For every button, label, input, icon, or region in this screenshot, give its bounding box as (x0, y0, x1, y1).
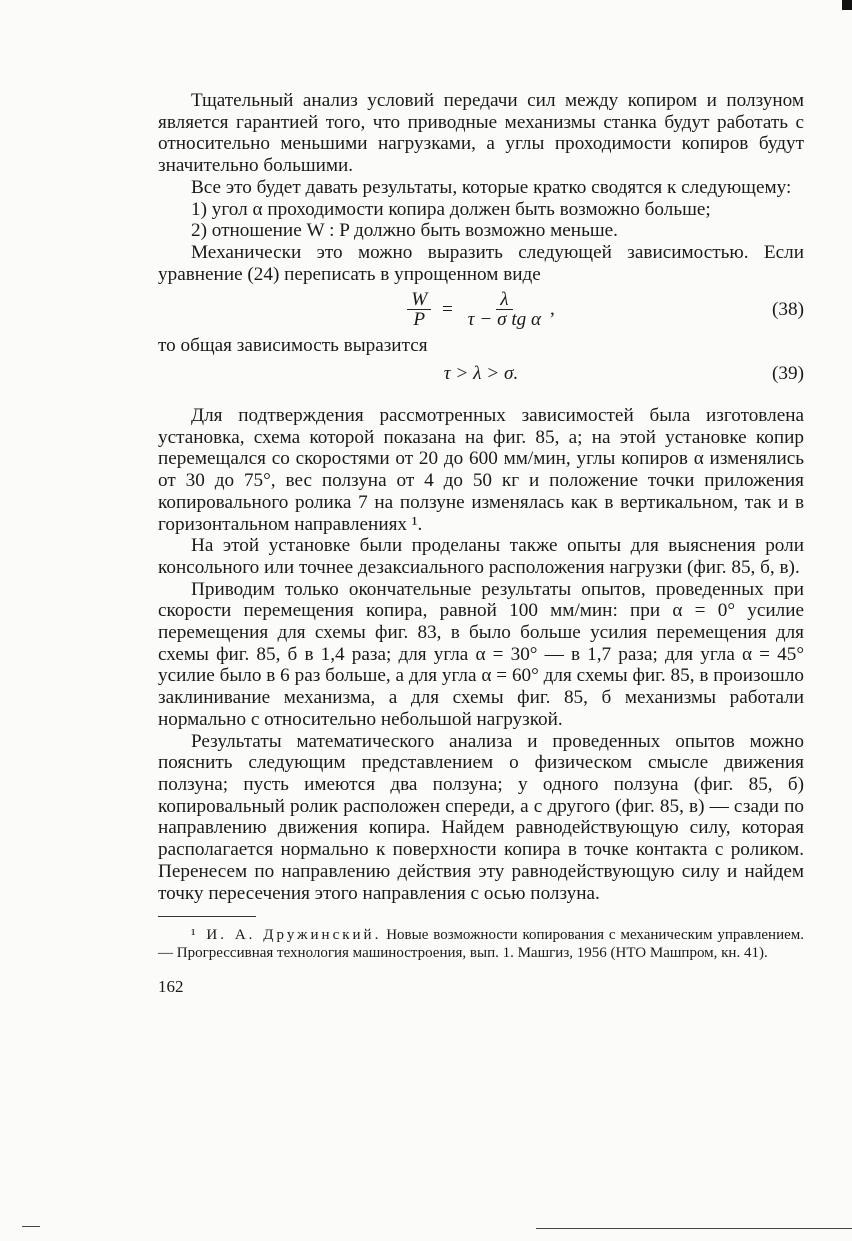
rhs-denominator: τ − σ tg α (467, 309, 542, 331)
list-item-ratio: 2) отношение W : P должно быть возможно меньше. (191, 220, 618, 242)
paragraph-mechanical: Механически это можно выразить следующей зависимостью. Если уравнение (24) переписать в упрощенном виде (158, 241, 804, 285)
rhs-numerator: λ (496, 291, 512, 310)
paragraph-results: Все это будет давать результаты, которые кратко сводятся к следующему: (191, 176, 792, 198)
footnote-divider (158, 916, 256, 917)
footnote-text: Новые возможности копирования с механическим управлением. — Прогрессивная технология машиностроения, вып. 1. Машгиз, 1956 (НТО Машпром, кн. 41). (158, 927, 805, 961)
book-page (158, 90, 804, 998)
scan-corner-mark (842, 0, 852, 10)
lhs-numerator: W (407, 291, 431, 310)
lhs-denominator: P (413, 309, 426, 331)
paragraph-experiment-load: На этой установке были проделаны также опыты для выяснения роли консольного или точнее дезаксиального расположения нагрузки (фиг. 85, б, в). (158, 535, 804, 578)
between-text: то общая зависимость выразится (158, 335, 428, 357)
page-number: 162 (158, 977, 184, 997)
equation-39 (158, 361, 804, 391)
scan-artifact-line-left (22, 1226, 40, 1227)
equation-38-body (158, 291, 804, 329)
equation-comma: , (549, 298, 555, 320)
paragraph-experiment-results: Приводим только окончательные результаты опытов, проведенных при скорости перемещения копира, равной 100 мм/мин: при α = 0° усилие перемещения для схемы фиг. 83, в было больше усилия перемещения для схемы фиг. 85, б в 1,4 раза; для угла α = 30° — в 1,7 раза; для угла α = 45° усилие было в 6 раз больше, а для угла α = 60° для схемы фиг. 85, в произошло заклинивание механизма, а для схемы фиг. 85, б механизмы работали нормально с относительно небольшой нагрузкой. (158, 578, 804, 730)
paragraph-experiment-setup: Для подтверждения рассмотренных зависимостей была изготовлена установка, схема которой показана на фиг. 85, а; на этой установке копир перемещался со скоростями от 20 до 600 мм/мин, углы копиров α изменялись от 30 до 75°, вес ползуна от 4 до 50 кг и положение точки приложения копировального ролика 7 на ползуне изменялась как в вертикальном, так и в горизонтальном направлениях ¹. (158, 405, 804, 535)
rhs-fraction (464, 291, 545, 329)
equation-39-number: (39) (772, 363, 804, 385)
scan-artifact-line (536, 1228, 852, 1229)
footnote-author: ¹ И. А. Дружинский. (191, 927, 382, 944)
footnote (158, 927, 804, 962)
paragraph-physical-meaning: Результаты математического анализа и проведенных опытов можно пояснить следующим представлением о физическом смысле движения ползуна; пусть имеются два ползуна; у одного ползуна (фиг. 85, б) копировальный ролик расположен спереди, а с другого (фиг. 85, в) — сзади по направлению движения копира. Найдем равнодействующую силу, которая располагается нормально к поверхности копира в точке контакта с роликом. Перенесем по направлению действия эту равнодействующую силу и найдем точку пересечения этого направления с осью ползуна. (158, 730, 804, 904)
list-item-angle: 1) угол α проходимости копира должен быть возможно больше; (191, 198, 711, 220)
equation-38-number: (38) (772, 299, 804, 321)
equation-39-body: τ > λ > σ. (443, 363, 519, 385)
equation-38 (158, 291, 804, 333)
equals-sign: = (442, 299, 453, 321)
paragraph-intro: Тщательный анализ условий передачи сил между копиром и ползуном является гарантией того, что приводные механизмы станка будут работать с относительно меньшими нагрузками, а углы проходимости копиров будут значительно большими. (158, 90, 804, 177)
lhs-fraction (407, 291, 431, 329)
